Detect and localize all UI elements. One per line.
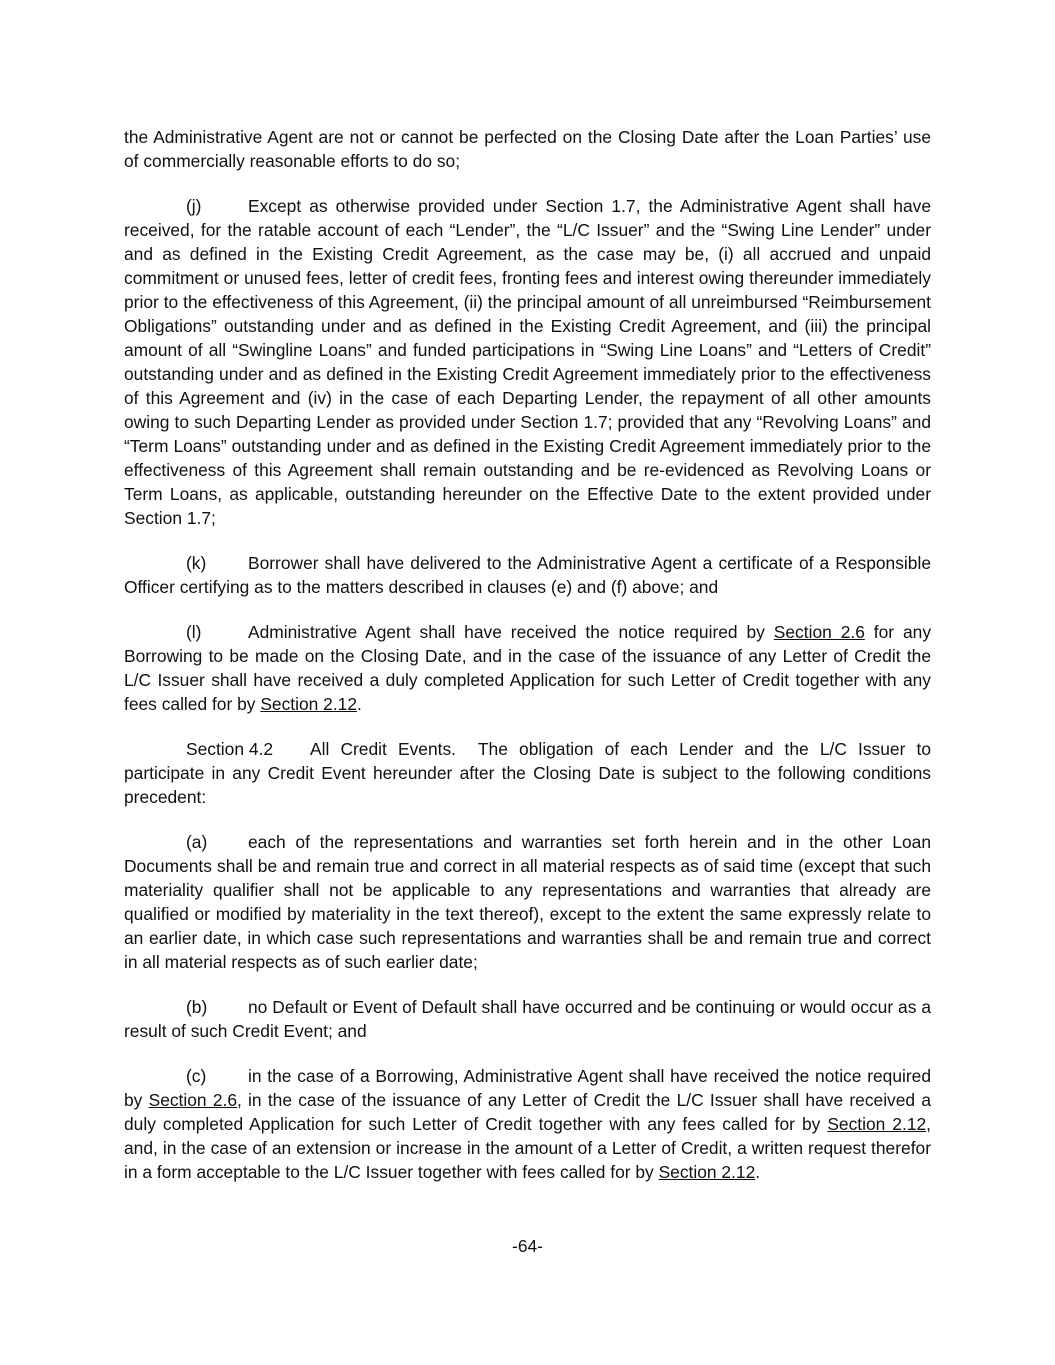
page-number: -64-: [512, 1236, 543, 1256]
section-reference-link[interactable]: Section 2.6: [148, 1090, 237, 1110]
section-title: All Credit Events.: [310, 739, 456, 759]
section-reference-link[interactable]: Section 2.12: [827, 1114, 927, 1134]
paragraph-b: [124, 995, 931, 1043]
paragraph-text: Administrative Agent shall have received the notice required by: [248, 622, 774, 642]
paragraph-text: , in the case of the issuance of any Letter of Credit the L/C Issuer shall have received a duly completed Application for such Letter of Credit together with any fees called for by: [124, 1090, 931, 1134]
paragraph-text: Borrower shall have delivered to the Administrative Agent a certificate of a Responsible Officer certifying as to the matters described in clauses (e) and (f) above; and: [124, 553, 931, 597]
section-reference-link[interactable]: Section 2.6: [773, 622, 865, 642]
document-body: [124, 125, 936, 1205]
paragraph-text: .: [755, 1162, 761, 1182]
section-reference-link[interactable]: Section 2.12: [658, 1162, 756, 1182]
paragraph-text: , and, in the case of an extension or increase in the amount of a Letter of Credit, a written request therefor in a form acceptable to the L/C Issuer together with fees called for by: [124, 1114, 932, 1182]
paragraph-intro: [124, 125, 931, 173]
clause-marker: (k): [186, 553, 207, 573]
paragraph-l: [124, 620, 931, 716]
paragraph-text: no Default or Event of Default shall have occurred and be continuing or would occur as a result of such Credit Event; and: [124, 997, 931, 1041]
paragraph-text: Except as otherwise provided under Section 1.7, the Administrative Agent shall have received, for the ratable account of each “Lender”, the “L/C Issuer” and the “Swing Line Lender” under and as defined in the Existing Credit Agreement, as the case may be, (i) all accrued and unpaid commitment or unused fees, letter of credit fees, fronting fees and interest owing thereunder immediately prior to the effectiveness of this Agreement, (ii) the principal amount of all unreimbursed “Reimbursement Obligations” outstanding under and as defined in the Existing Credit Agreement, and (iii) the principal amount of all “Swingline Loans” and funded participations in “Swing Line Loans” and “Letters of Credit” outstanding under and as defined in the Existing Credit Agreement immediately prior to the effectiveness of this Agreement and (iv) in the case of each Departing Lender, the repayment of all other amounts owing to such Departing Lender as provided under Section 1.7; provided that any “Revolving Loans” and “Term Loans” outstanding under and as defined in the Existing Credit Agreement immediately prior to the effectiveness of this Agreement shall remain outstanding and be re-evidenced as Revolving Loans or Term Loans, as applicable, outstanding hereunder on the Effective Date to the extent provided under Section 1.7;: [124, 196, 931, 528]
clause-marker: (l): [186, 622, 202, 642]
section-number: Section 4.2: [186, 739, 274, 759]
paragraph-text: The obligation of each Lender and the L/C Issuer to participate in any Credit Event hereunder after the Closing Date is subject to the following conditions precedent:: [124, 739, 936, 807]
paragraph-j: [124, 194, 931, 530]
paragraph-text: for any Borrowing to be made on the Closing Date, and in the case of the issuance of any Letter of Credit the L/C Issuer shall have received a duly completed Application for such Letter of Credit together with any fees called for by: [124, 622, 932, 714]
paragraph-text: the Administrative Agent are not or cannot be perfected on the Closing Date after the Loan Parties’ use of commercially reasonable efforts to do so;: [124, 127, 931, 171]
clause-marker: (b): [186, 997, 208, 1017]
paragraph-text: in the case of a Borrowing, Administrative Agent shall have received the notice required by: [124, 1066, 931, 1110]
paragraph-c: [124, 1064, 931, 1184]
clause-marker: (j): [186, 196, 202, 216]
section-reference-link[interactable]: Section 2.12: [260, 694, 357, 714]
clause-marker: (c): [186, 1066, 207, 1086]
clause-marker: (a): [186, 832, 208, 852]
section-4-2: [124, 737, 936, 809]
paragraph-a: [124, 830, 931, 974]
paragraph-text: .: [357, 694, 362, 714]
paragraph-k: [124, 551, 931, 599]
paragraph-text: each of the representations and warranties set forth herein and in the other Loan Documents shall be and remain true and correct in all material respects as of said time (except that such materiality qualifier shall not be applicable to any representations and warranties that already are qualified or modified by materiality in the text thereof), except to the extent the same expressly relate to an earlier date, in which case such representations and warranties shall be and remain true and correct in all material respects as of such earlier date;: [124, 832, 931, 972]
